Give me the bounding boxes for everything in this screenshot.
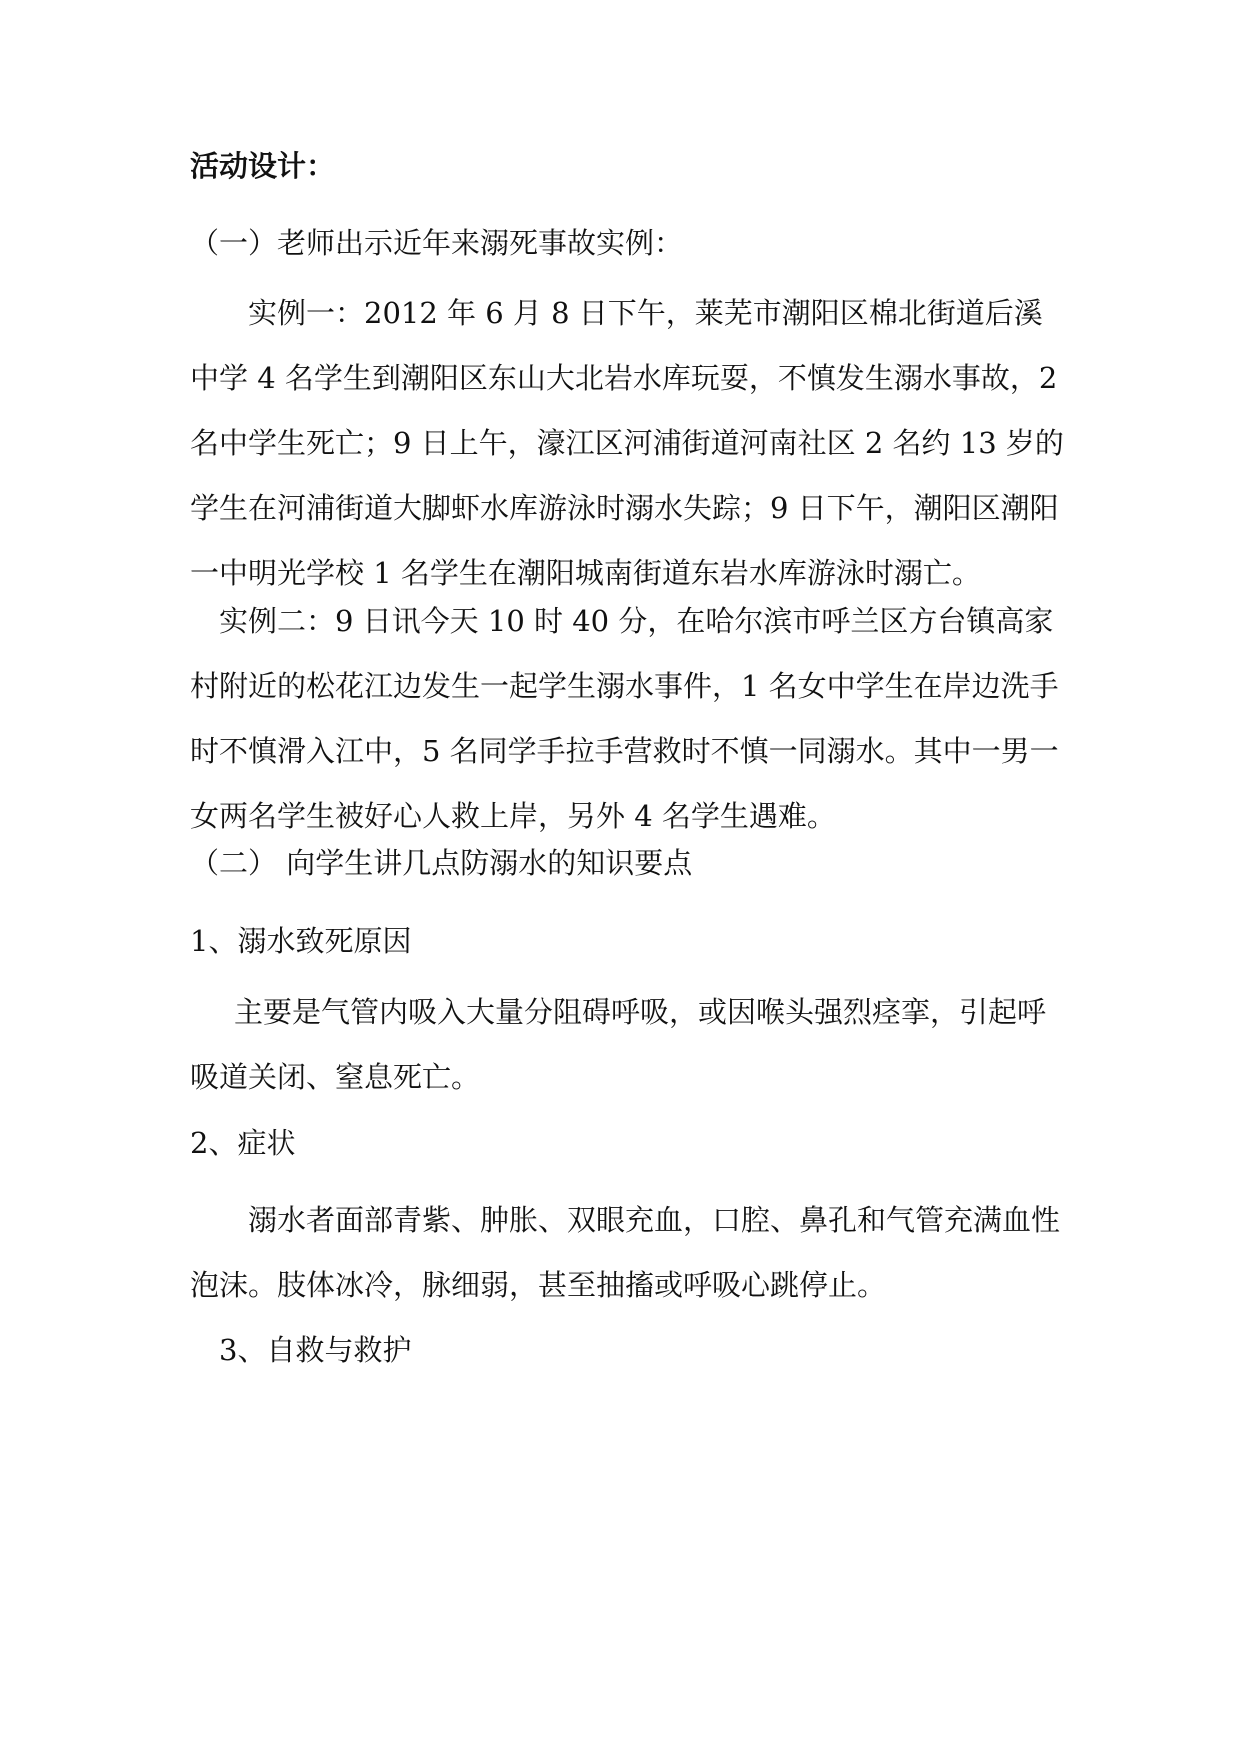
example-one-paragraph: 实例一：2012 年 6 月 8 日下午，莱芜市潮阳区棉北街道后溪中学 4 名学生到潮阳区东山大北岩水库玩耍，不慎发生溺水事故，2 名中学生死亡；9 日上午，濠江区河浦街道河南社区 2 名约 13 岁的学生在河浦街道大脚虾水库游泳时溺水失踪；9 日下午，潮阳区潮阳一中明光学校 1 名学生在潮阳城南街道东岩水库游泳时溺亡。 xyxy=(190,296,1064,590)
section-one-title: （一）老师出示近年来溺死事故实例： xyxy=(190,226,684,260)
page-heading: 活动设计： xyxy=(190,149,336,183)
example-two-paragraph: 实例二：9 日讯今天 10 时 40 分，在哈尔滨市呼兰区方台镇高家村附近的松花江边发生一起学生溺水事件，1 名女中学生在岸边洗手时不慎滑入江中，5 名同学手拉手营救时不慎一同溺水。其中一男一女两名学生被好心人救上岸，另外 4 名学生遇难。 xyxy=(190,604,1059,833)
point-one-text: 主要是气管内吸入大量分阻碍呼吸，或因喉头强烈痉挛，引起呼吸道关闭、窒息死亡。 xyxy=(190,995,1047,1094)
point-two-text: 溺水者面部青紫、肿胀、双眼充血，口腔、鼻孔和气管充满血性泡沫。肢体冰冷，脉细弱，甚至抽搐或呼吸心跳停止。 xyxy=(190,1203,1061,1302)
point-one-title: 1、溺水致死原因 xyxy=(190,924,412,958)
point-two-title: 2、症状 xyxy=(190,1126,296,1160)
point-three-title: 3、自救与救护 xyxy=(219,1333,412,1367)
section-two-title: （二） 向学生讲几点防溺水的知识要点 xyxy=(190,846,693,880)
